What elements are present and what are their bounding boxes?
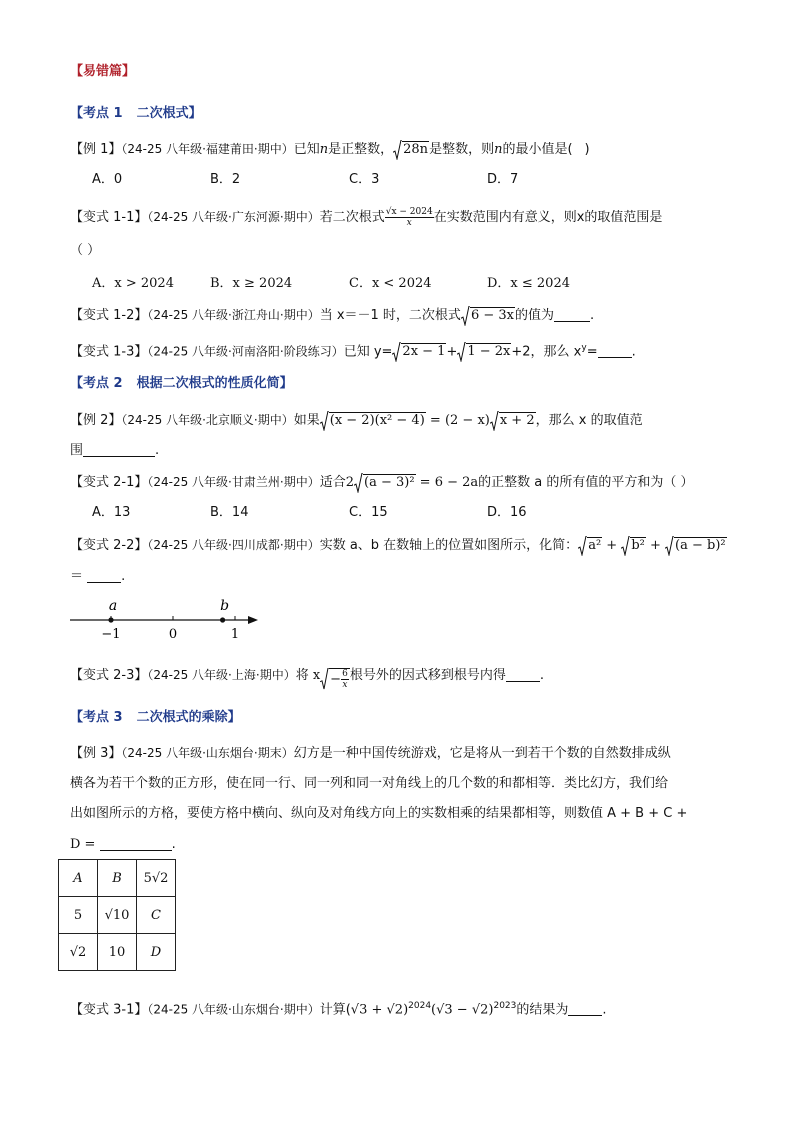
text: 是整数，则 [429,142,495,157]
option-c[interactable]: C．3 [349,172,380,187]
text: 的正整数 a 的所有值的平方和为（ ） [478,475,694,490]
radicand: x + 2 [499,413,535,428]
text: 幻方是一种中国传统游戏，它是将从一到若干个数的自然数排成纵 [293,746,671,761]
sqrt-a-b-sq [665,536,727,556]
sqrt-x-plus-2 [490,411,536,431]
text: D = [70,837,100,852]
text: 的结果为 [516,1002,569,1018]
magic-cell: C [137,897,176,934]
variant-2-1-options [92,503,692,523]
radicand: (a − 3)² [364,475,415,490]
numerator: 6 [342,669,348,679]
text: . [589,308,595,323]
coefficient: 2 [345,475,354,490]
text: +2，那么 x [511,344,582,360]
number-line-tick-label: 0 [168,627,178,642]
magic-row [59,897,176,934]
text: 的最小值是( [502,142,573,157]
topic-3-heading [70,708,241,728]
answer-blank[interactable] [554,307,590,322]
text: . [155,443,160,458]
fraction-sqrt-over-x [385,207,434,228]
text: ) [584,142,590,157]
magic-cell: 10 [98,934,137,971]
example-3-line3: 出如图所示的方格，要使方格中横向、纵向及对角线方向上的实数相乘的结果都相等，则数值 A + B + C + [70,806,688,821]
text: . [631,344,636,360]
text: 是正整数， [328,142,394,157]
text: 若二次根式 [319,210,385,225]
variant-3-1: 【变式 3-1】（24-25 八年级·山东烟台·期中）计算$(√3 + √2)^{2024}(√3 - √2)^{2023}$的结果为 . [70,1001,607,1018]
answer-blank[interactable] [598,343,632,358]
number-line-point-b [220,617,225,622]
magic-cell: 5 [59,897,98,934]
option-d[interactable]: D．7 [487,172,519,187]
option-b[interactable]: B．14 [210,505,249,520]
radicand: a² [588,538,602,553]
option-a[interactable]: A．x > 2024 [92,276,174,291]
topic-2-num: 【考点 2 [70,376,123,391]
topic-1-heading [70,104,202,124]
option-d[interactable]: D．16 [487,505,527,520]
variant-1-2 [70,305,594,326]
radicand: 2x − 1 [402,344,446,360]
answer-blank[interactable] [100,836,172,851]
radicand: (x − 2)(x² − 4) [329,413,425,428]
example-1 [70,139,590,160]
sqrt-a-sq [578,536,602,556]
example-1-options [92,170,692,190]
magic-cell: D [137,934,176,971]
variant-tag: 【变式 3-1】 [70,1002,148,1018]
radicand: (a − b)² [675,538,726,553]
example-3-line1 [70,743,671,764]
number-line-tick-label: −1 [101,627,121,642]
text: ，那么 x 的取值范 [535,413,643,428]
magic-row [59,934,176,971]
number-line-point-label: b [220,598,230,614]
topic-2-name: 根据二次根式的性质化简】 [136,376,293,391]
magic-row [59,860,176,897]
text: = [586,344,598,360]
variant-tag: 【变式 2-3】 [70,668,148,683]
numerator: √x − 2024 [385,207,433,217]
example-1-tag: 【例 1】 [70,142,122,157]
example-2 [70,410,643,431]
sqrt-product [320,411,426,431]
example-3-line2: 横各为若干个数的正方形，使在同一行、同一列和同一对角线上的几个数的和都相等．类比幻方，我们给 [70,776,669,791]
variant-tag: 【变式 2-1】 [70,475,148,490]
exponent: 2024 [408,1001,432,1011]
sqrt-b-sq [621,536,646,556]
example-1-source: （24-25 八年级·福建莆田·期中） [121,142,294,156]
text: 的值为 [514,308,554,323]
example-source: （24-25 八年级·山东烟台·期末） [121,746,294,760]
answer-blank[interactable] [87,568,121,583]
text: 实数 a、b 在数轴上的位置如图所示，化简： [319,538,579,553]
variant-source: （24-25 八年级·河南洛阳·阶段练习） [147,344,344,359]
radicand: 6 − 3x [470,308,514,323]
variant-source: （24-25 八年级·山东烟台·期中） [147,1002,320,1017]
variant-source: （24-25 八年级·浙江舟山·期中） [147,308,320,322]
denominator: x [406,218,412,228]
option-d[interactable]: D．x ≤ 2024 [487,276,570,291]
topic-2-heading [70,374,293,394]
minus-sign: − [330,672,342,687]
variant-2-2 [70,535,727,556]
text: ＝ [70,569,88,584]
exponent: y [581,343,587,353]
variant-source: （24-25 八年级·甘肃兰州·期中） [147,475,320,489]
text: . [171,837,176,852]
radicand: 1 − 2x [467,344,511,360]
text: 计算( [319,1002,351,1018]
variant-source: （24-25 八年级·上海·期中） [147,668,296,682]
text: 将 x [295,668,321,683]
section-title: 【易错篇】 [70,64,136,79]
number-line-tick-label: 1 [230,627,240,642]
topic-3-name: 二次根式的乘除】 [136,710,241,725]
text: 当 x＝－1 时，二次根式 [319,308,461,323]
magic-cell: √2 [59,934,98,971]
example-tag: 【例 2】 [70,413,122,428]
magic-cell: 5√2 [137,860,176,897]
sqrt-1-2x [457,342,511,362]
variant-2-2-line2 [70,567,125,587]
option-c[interactable]: C．x < 2024 [349,276,432,291]
magic-cell: √10 [98,897,137,934]
variant-1-1 [70,207,662,228]
sqrt-neg-6-over-x [320,668,350,690]
exponent: 2023 [493,1001,517,1011]
text: 已知 y= [343,344,393,360]
variant-1-1-line2: （ ） [70,243,101,258]
text: . [602,1002,607,1018]
var-n: n [494,142,503,157]
var-n: n [319,142,329,157]
sqrt-2x-1 [392,342,446,362]
radicand: 28n [403,142,429,157]
variant-tag: 【变式 2-2】 [70,538,148,553]
sqrt-6-3x [461,306,515,326]
option-b[interactable]: B．x ≥ 2024 [210,276,293,291]
option-b[interactable]: B．2 [210,172,241,187]
magic-cell: A [59,860,98,897]
example-3-line4 [70,835,176,855]
text: 适合 [319,475,346,490]
denominator: x [342,680,348,690]
text: = 6 − 2a [415,475,479,490]
variant-2-3 [70,665,544,690]
answer-blank[interactable] [83,442,155,457]
answer-blank[interactable] [506,667,540,682]
topic-1-num: 【考点 1 [70,106,123,121]
radicand: b² [631,538,645,553]
topic-1-name: 二次根式】 [136,106,202,121]
example-tag: 【例 3】 [70,746,122,761]
sqrt-a-3-sq [354,473,416,493]
variant-tag: 【变式 1-1】 [70,210,148,225]
base-sum: √3 + √2 [350,1002,404,1018]
base-diff: √3 − √2 [436,1002,489,1018]
variant-1-3 [70,338,636,362]
variant-tag: 【变式 1-3】 [70,344,148,360]
sqrt-28n [393,140,429,160]
text: = (2 − x) [425,413,490,428]
text: 在实数范围内有意义，则x的取值范围是 [433,210,663,225]
option-c[interactable]: C．15 [349,505,388,520]
option-a[interactable]: A．0 [92,172,123,187]
variant-source: （24-25 八年级·广东河源·期中） [147,210,320,224]
topic-3-num: 【考点 3 [70,710,123,725]
number-line-point-a [108,617,113,622]
option-a[interactable]: A．13 [92,505,131,520]
number-line-point-label: a [108,598,118,614]
text: 已知 [293,142,320,157]
text: + [446,344,458,360]
example-2-line2 [70,441,159,461]
magic-cell: B [98,860,137,897]
text: 围 [70,443,84,458]
variant-tag: 【变式 1-2】 [70,308,148,323]
number-line [66,594,266,644]
text: + [602,538,622,553]
variant-2-1 [70,472,694,493]
text: + [645,538,666,553]
variant-source: （24-25 八年级·四川成都·期中） [147,538,320,552]
text: . [121,569,126,584]
text: 如果 [293,413,320,428]
example-source: （24-25 八年级·北京顺义·期中） [121,413,294,427]
variant-1-1-options [92,274,692,294]
arrow-right-icon [248,616,258,624]
text: 根号外的因式移到根号内得 [349,668,506,683]
text: . [539,668,544,683]
magic-square [58,859,176,971]
answer-blank[interactable] [568,1001,602,1016]
